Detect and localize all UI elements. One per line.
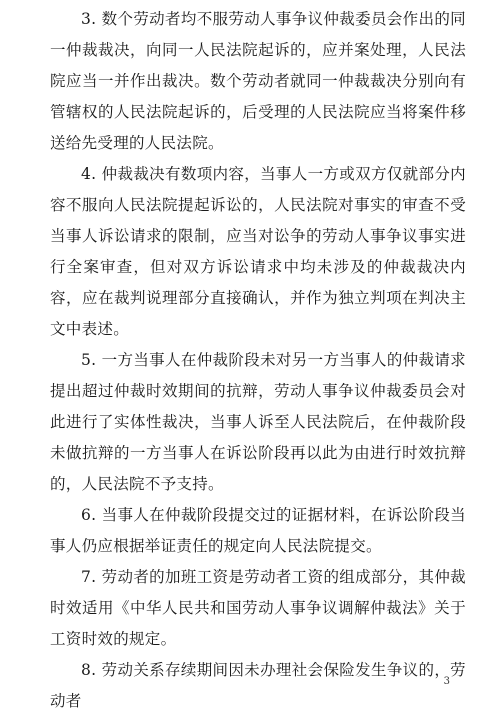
paragraph-7: 7. 劳动者的加班工资是劳动者工资的组成部分，其仲裁时效适用《中华人民共和国劳动人事争议调解仲裁法》关于工资时效的规定。 xyxy=(50,568,466,648)
document-body xyxy=(50,4,466,717)
paragraph-4: 4. 仲裁裁决有数项内容，当事人一方或双方仅就部分内容不服向人民法院提起诉讼的，人民法院对事实的审查不受当事人诉讼请求的限制，应当对讼争的劳动人事争议事实进行全案审查，但对双方诉讼请求中均未涉及的仲裁裁决内容，应在裁判说理部分直接确认，并作为独立判项在判决主文中表述。 xyxy=(50,165,466,338)
paragraph-6: 6. 当事人在仲裁阶段提交过的证据材料，在诉讼阶段当事人仍应根据举证责任的规定向人民法院提交。 xyxy=(50,506,466,555)
paragraph-8: 8. 劳动关系存续期间因未办理社会保险发生争议的，劳动者 xyxy=(50,661,466,710)
paragraph-5: 5. 一方当事人在仲裁阶段未对另一方当事人的仲裁请求提出超过仲裁时效期间的抗辩，劳动人事争议仲裁委员会对此进行了实体性裁决，当事人诉至人民法院后，在仲裁阶段未做抗辩的一方当事人在诉讼阶段再以此为由进行时效抗辩的，人民法院不予支持。 xyxy=(50,351,466,493)
paragraph-3: 3. 数个劳动者均不服劳动人事争议仲裁委员会作出的同一仲裁裁决，向同一人民法院起诉的，应并案处理，人民法院应当一并作出裁决。数个劳动者就同一仲裁裁决分别向有管辖权的人民法院起诉的，后受理的人民法院应当将案件移送给先受理的人民法院。 xyxy=(50,10,466,152)
page-number: 3 xyxy=(443,676,450,687)
